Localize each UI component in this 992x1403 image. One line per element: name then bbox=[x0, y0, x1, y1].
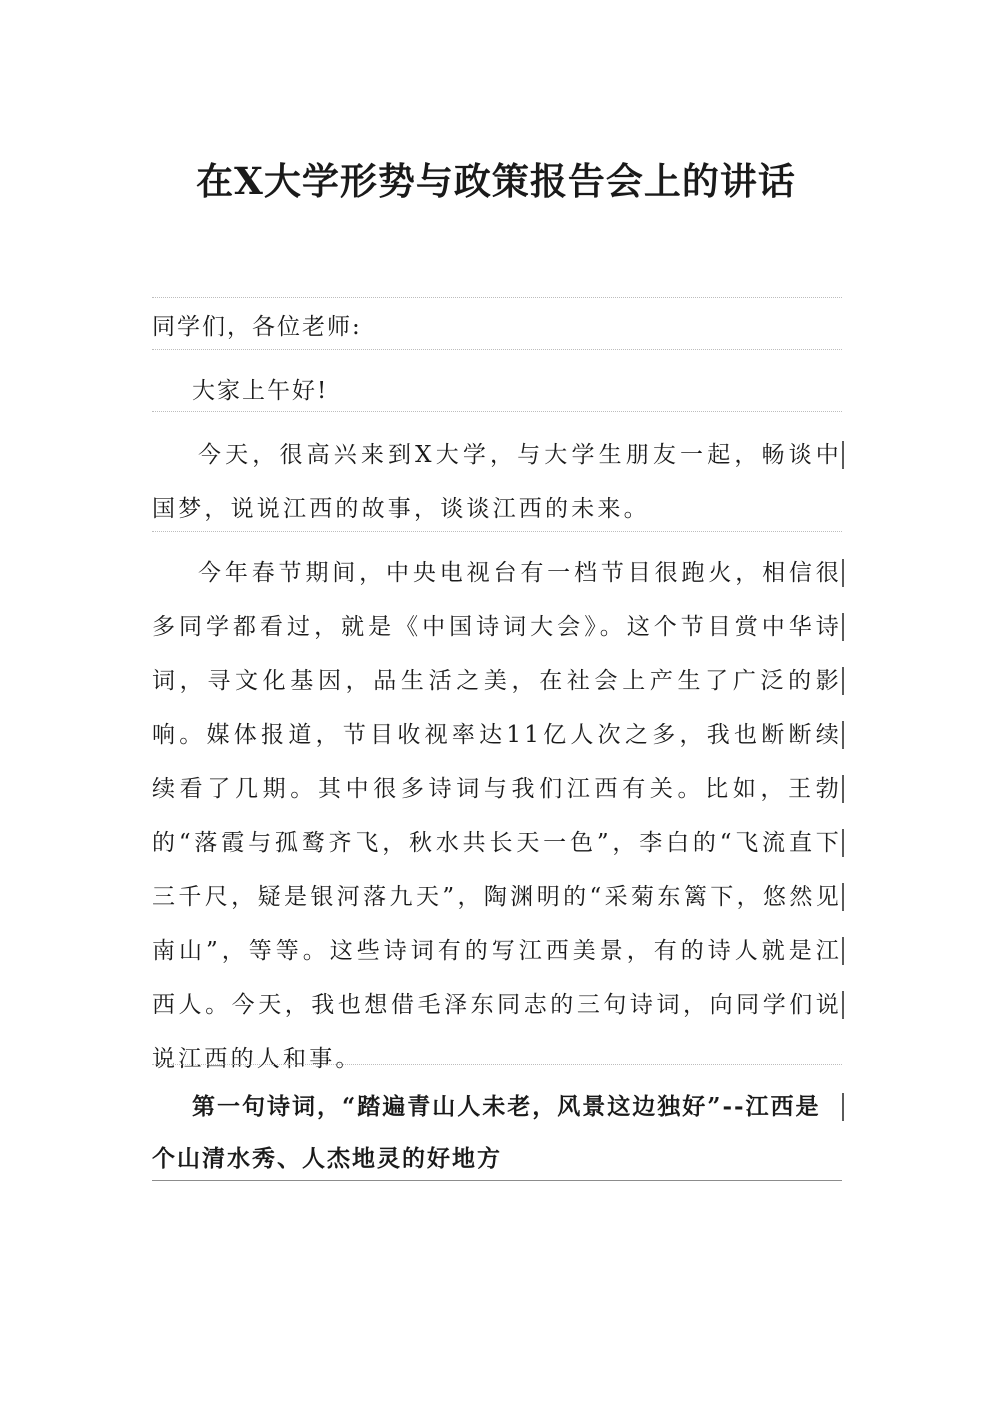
line-marker bbox=[842, 1093, 844, 1121]
paragraph-2: 今年春节期间，中央电视台有一档节目很跑火，相信很多同学都看过，就是《中国诗词大会》。这个节目赏中华诗词，寻文化基因，品生活之美，在社会上产生了广泛的影响。媒体报道，节目收视率达11亿人次之多，我也断断续续看了几期。其中很多诗词与我们江西有关。比如，王勃的“落霞与孤鹜齐飞，秋水共长天一色”，李白的“飞流直下三千尺，疑是银河落九天”，陶渊明的“采菊东篱下，悠然见南山”，等等。这些诗词有的写江西美景，有的诗人就是江西人。今天，我也想借毛泽东同志的三句诗词，向同学们说说江西的人和事。 bbox=[152, 560, 842, 1072]
paragraph-2-block bbox=[152, 531, 842, 1072]
line-marker bbox=[842, 991, 844, 1019]
line-marker bbox=[842, 667, 844, 695]
salutation-text: 同学们，各位老师: bbox=[152, 314, 362, 340]
salutation-block bbox=[152, 297, 842, 349]
paragraph-1-block bbox=[152, 411, 842, 531]
section-heading-block bbox=[152, 1064, 842, 1180]
greeting-block bbox=[152, 349, 842, 411]
greeting-text: 大家上午好! bbox=[192, 378, 329, 404]
bottom-rule bbox=[152, 1180, 842, 1181]
line-marker bbox=[842, 441, 844, 469]
line-marker bbox=[842, 883, 844, 911]
line-marker bbox=[842, 559, 844, 587]
line-marker bbox=[842, 775, 844, 803]
line-marker bbox=[842, 721, 844, 749]
line-marker bbox=[842, 829, 844, 857]
line-marker bbox=[842, 937, 844, 965]
section-heading: 第一句诗词，“踏遍青山人未老，风景这边独好”--江西是个山清水秀、人杰地灵的好地方 bbox=[152, 1093, 821, 1172]
line-marker bbox=[842, 613, 844, 641]
paragraph-1: 今天，很高兴来到X大学，与大学生朋友一起，畅谈中国梦，说说江西的故事，谈谈江西的未来。 bbox=[152, 442, 842, 522]
document-title: 在X大学形势与政策报告会上的讲话 bbox=[196, 159, 796, 203]
